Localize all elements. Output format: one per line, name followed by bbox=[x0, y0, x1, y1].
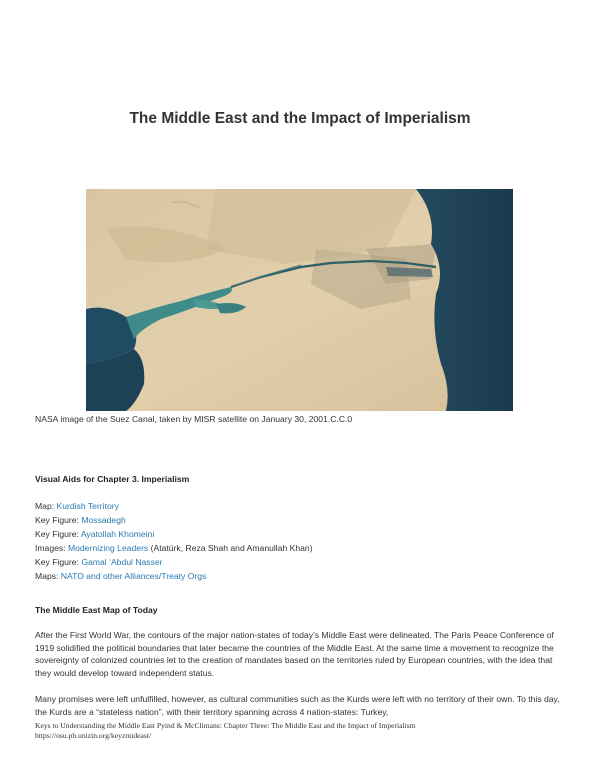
aid-label: Map: bbox=[35, 501, 57, 511]
footer-url: https://osu.pb.unizin.org/keyzmideast/ bbox=[35, 731, 152, 740]
list-item bbox=[35, 513, 313, 527]
ayatollah-khomeini-link[interactable]: Ayatollah Khomeini bbox=[80, 529, 155, 539]
list-item bbox=[35, 499, 313, 513]
kurdish-territory-link[interactable]: Kurdish Territory bbox=[56, 501, 119, 511]
list-item bbox=[35, 541, 313, 555]
gamal-abdul-nasser-link[interactable]: Gamal ‘Abdul Nasser bbox=[81, 557, 163, 567]
page-title: The Middle East and the Impact of Imperialism bbox=[129, 110, 471, 127]
footer-citation: Keys to Understanding the Middle East Pyind & McClimans: Chapter Three: The Middle East and the Impact of Imperialism bbox=[35, 721, 416, 730]
list-item bbox=[35, 527, 313, 541]
aid-label: Images: bbox=[35, 543, 68, 553]
body-paragraph: After the First World War, the contours of the major nation-states of today’s Middle East were delineated. The Paris Peace Conference of 1919 solidified the political boundaries that later became the countries of the Middle East. At the same time a movement to recognize the sovereignty of colonized countries let to the creation of mandates based on the territories ruled by European countries, with the idea that they would develop toward independent status. bbox=[35, 630, 554, 678]
page-footer bbox=[35, 721, 575, 741]
suez-canal-satellite-image bbox=[86, 189, 513, 411]
visual-aids-heading: Visual Aids for Chapter 3. Imperialism bbox=[35, 474, 190, 484]
body-paragraph: Many promises were left unfulfilled, however, as cultural communities such as the Kurds were left with no territory of their own. To this day, the Kurds are a “stateless nation”, with their territory spanning across 4 nation-states: Turkey, bbox=[35, 694, 560, 717]
aid-suffix: (Atatürk, Reza Shah and Amanullah Khan) bbox=[148, 543, 313, 553]
image-caption: NASA image of the Suez Canal, taken by MISR satellite on January 30, 2001.C.C.0 bbox=[35, 414, 353, 424]
aid-label: Key Figure: bbox=[35, 557, 82, 567]
aid-label: Key Figure: bbox=[35, 515, 82, 525]
list-item bbox=[35, 555, 313, 569]
mossadegh-link[interactable]: Mossadegh bbox=[81, 515, 126, 525]
nato-alliances-link[interactable]: NATO and other Alliances/Treaty Orgs bbox=[60, 571, 207, 581]
aid-label: Key Figure: bbox=[35, 529, 81, 539]
section-heading: The Middle East Map of Today bbox=[35, 605, 158, 615]
list-item bbox=[35, 569, 313, 583]
aid-label: Maps: bbox=[35, 571, 61, 581]
visual-aids-list bbox=[35, 499, 313, 583]
modernizing-leaders-link[interactable]: Modernizing Leaders bbox=[67, 543, 149, 553]
